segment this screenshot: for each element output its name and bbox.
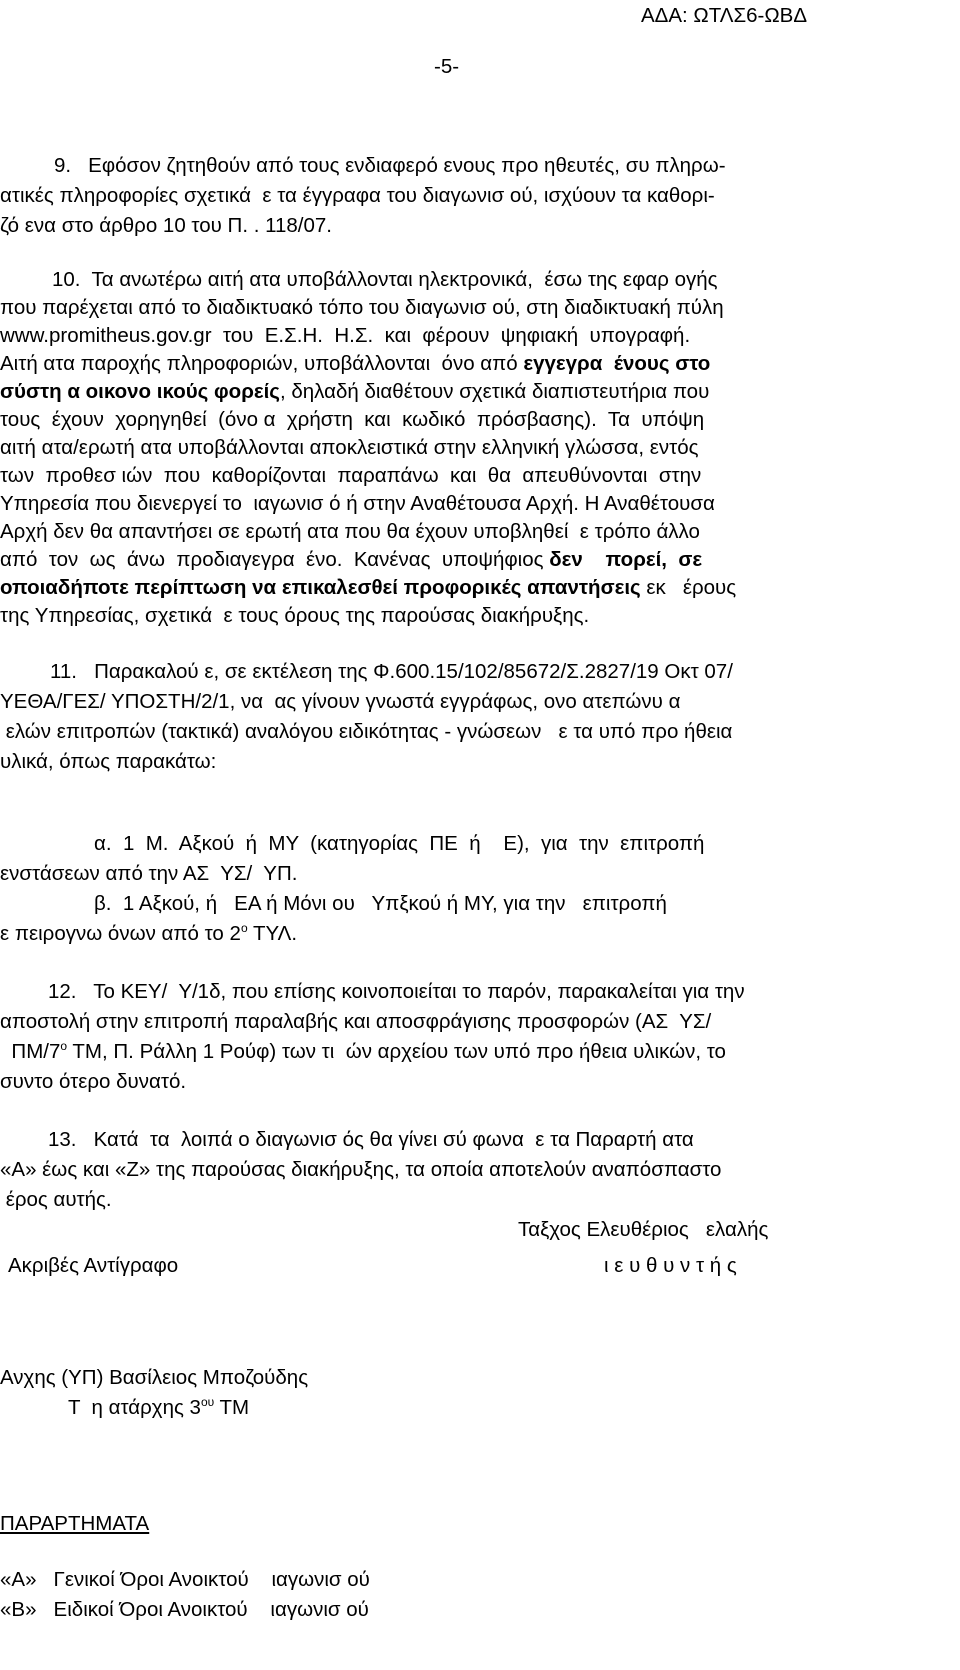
p11-item-b-line-2 bbox=[0, 922, 297, 946]
p11-item-a-line-2: ενστάσεων από την ΑΣ ΥΣ/ ΥΠ. bbox=[0, 862, 298, 885]
p10-line-1: 10. Τα ανωτέρω αιτή ατα υποβάλλονται ηλεκτρονικά, έσω της εφαρ ογής bbox=[52, 268, 718, 291]
p10-line-4 bbox=[0, 352, 710, 376]
p12-line-3-end: ΤΜ, Π. Ράλλη 1 Ρούφ) των τι ών αρχείου των υπό προ ήθεια υλικών, το bbox=[67, 1040, 726, 1063]
copy-signer-title-text: Τ η ατάρχης 3 bbox=[68, 1396, 201, 1419]
p10-line-5 bbox=[0, 380, 709, 404]
p10-line-11 bbox=[0, 548, 702, 572]
p11-line-2: ΥΕΘΑ/ΓΕΣ/ ΥΠΟΣΤΗ/2/1, να ας γίνουν γνωστά εγγράφως, ονο ατεπώνυ α bbox=[0, 690, 681, 713]
p10-line-4-bold: εγγεγρα ένους στο bbox=[523, 352, 711, 375]
copy-signer-title bbox=[68, 1396, 249, 1420]
ordinal-superscript: ο bbox=[60, 1039, 68, 1054]
p11-line-3: ελών επιτροπών (τακτικά) αναλόγου ειδικότητας - γνώσεων ε τα υπό προ ήθεια bbox=[0, 720, 733, 743]
p10-line-7: αιτή ατα/ερωτή ατα υποβάλλονται αποκλειστικά στην ελληνική γλώσσα, εντός bbox=[0, 436, 699, 459]
ada-code: ΑΔΑ: ΩΤΛΣ6-ΩΒΔ bbox=[641, 4, 808, 27]
p10-line-4-text: Αιτή ατα παροχής πληροφοριών, υποβάλλονται όνο από bbox=[0, 352, 524, 375]
p11-line-4: υλικά, όπως παρακάτω: bbox=[0, 750, 217, 773]
p10-line-12-bold: οποιαδήποτε περίπτωση να επικαλεσθεί προφορικές απαντήσεις bbox=[0, 576, 641, 599]
p11-item-b-end: ΤΥΛ. bbox=[247, 922, 298, 945]
p12-line-2: αποστολή στην επιτροπή παραλαβής και αποσφράγισης προσφορών (ΑΣ ΥΣ/ bbox=[0, 1010, 712, 1033]
annexes-heading: ΠΑΡΑΡΤΗΜΑΤΑ bbox=[0, 1512, 150, 1535]
p10-line-5-text: , δηλαδή διαθέτουν σχετικά διαπιστευτήρια που bbox=[279, 380, 710, 403]
p13-line-3: έρος αυτής. bbox=[0, 1188, 112, 1211]
p12-line-3 bbox=[0, 1040, 726, 1064]
p10-line-10: Αρχή δεν θα απαντήσει σε ερωτή ατα που θα έχουν υποβληθεί ε τρόπο άλλο bbox=[0, 520, 700, 543]
p9-line-3: ζό ενα στο άρθρο 10 του Π. . 118/07. bbox=[0, 214, 333, 237]
copy-signer-name: Ανχης (ΥΠ) Βασίλειος Μποζούδης bbox=[0, 1366, 309, 1389]
p9-line-1: 9. Εφόσον ζητηθούν από τους ενδιαφερό ενους προ ηθευτές, συ πληρω- bbox=[54, 154, 726, 177]
annex-item-a: «Α» Γενικοί Όροι Ανοικτού ιαγωνισ ού bbox=[0, 1568, 370, 1591]
p13-line-2: «Α» έως και «Ζ» της παρούσας διακήρυξης, τα οποία αποτελούν αναπόσπαστο bbox=[0, 1158, 722, 1181]
p12-line-4: συντο ότερο δυνατό. bbox=[0, 1070, 187, 1093]
p10-line-2: που παρέχεται από το διαδικτυακό τόπο του διαγωνισ ού, στη διαδικτυακή πύλη bbox=[0, 296, 724, 319]
p10-line-11-bold: δεν πορεί, σε bbox=[549, 548, 703, 571]
copy-label: Ακριβές Αντίγραφο bbox=[8, 1254, 179, 1277]
p10-line-13: της Υπηρεσίας, σχετικά ε τους όρους της παρούσας διακήρυξης. bbox=[0, 604, 590, 627]
p10-line-12-text: εκ έρους bbox=[640, 576, 737, 599]
signer-title: ι ε υ θ υ ν τ ή ς bbox=[604, 1254, 737, 1277]
p10-line-12 bbox=[0, 576, 736, 600]
p11-item-b-text: ε πειρογνω όνων από το 2 bbox=[0, 922, 241, 945]
p11-item-a-line-1: α. 1 Μ. Αξκού ή ΜΥ (κατηγορίας ΠΕ ή Ε), για την επιτροπή bbox=[94, 832, 705, 855]
copy-signer-title-end: ΤΜ bbox=[214, 1396, 250, 1419]
p10-line-8: των προθεσ ιών που καθορίζονται παραπάνω και θα απευθύνονται στην bbox=[0, 464, 702, 487]
p12-line-3-text: ΠΜ/7 bbox=[0, 1040, 61, 1063]
p10-line-9: Υπηρεσία που διενεργεί το ιαγωνισ ό ή στην Αναθέτουσα Αρχή. Η Αναθέτουσα bbox=[0, 492, 715, 515]
annex-item-b: «Β» Ειδικοί Όροι Ανοικτού ιαγωνισ ού bbox=[0, 1598, 369, 1621]
p11-item-b-line-1: β. 1 Αξκού, ή ΕΑ ή Μόνι ου Υπξκού ή ΜΥ, για την επιτροπή bbox=[94, 892, 667, 915]
p9-line-2: ατικές πληροφορίες σχετικά ε τα έγγραφα του διαγωνισ ού, ισχύουν τα καθορι- bbox=[0, 184, 715, 207]
p10-line-11-text: από τον ως άνω προδιαγεγρα ένο. Κανένας υποψήφιος bbox=[0, 548, 550, 571]
ordinal-superscript: ου bbox=[200, 1395, 215, 1410]
p10-line-3: www.promitheus.gov.gr του Ε.Σ.Η. Η.Σ. και φέρουν ψηφιακή υπογραφή. bbox=[0, 324, 691, 347]
p10-line-6: τους έχουν χορηγηθεί (όνο α χρήστη και κωδικό πρόσβασης). Τα υπόψη bbox=[0, 408, 705, 431]
page-number: -5- bbox=[434, 55, 460, 78]
p10-line-5-bold: σύστη α οικονο ικούς φορείς bbox=[0, 380, 280, 403]
ordinal-superscript: ο bbox=[240, 921, 248, 936]
p11-line-1: 11. Παρακαλού ε, σε εκτέλεση της Φ.600.15/102/85672/Σ.2827/19 Οκτ 07/ bbox=[50, 660, 733, 683]
signer-name: Ταξχος Ελευθέριος ελαλής bbox=[518, 1218, 769, 1241]
p13-line-1: 13. Κατά τα λοιπά ο διαγωνισ ός θα γίνει σύ φωνα ε τα Παραρτή ατα bbox=[48, 1128, 694, 1151]
p12-line-1: 12. Το ΚΕΥ/ Υ/1δ, που επίσης κοινοποιείται το παρόν, παρακαλείται για την bbox=[48, 980, 745, 1003]
